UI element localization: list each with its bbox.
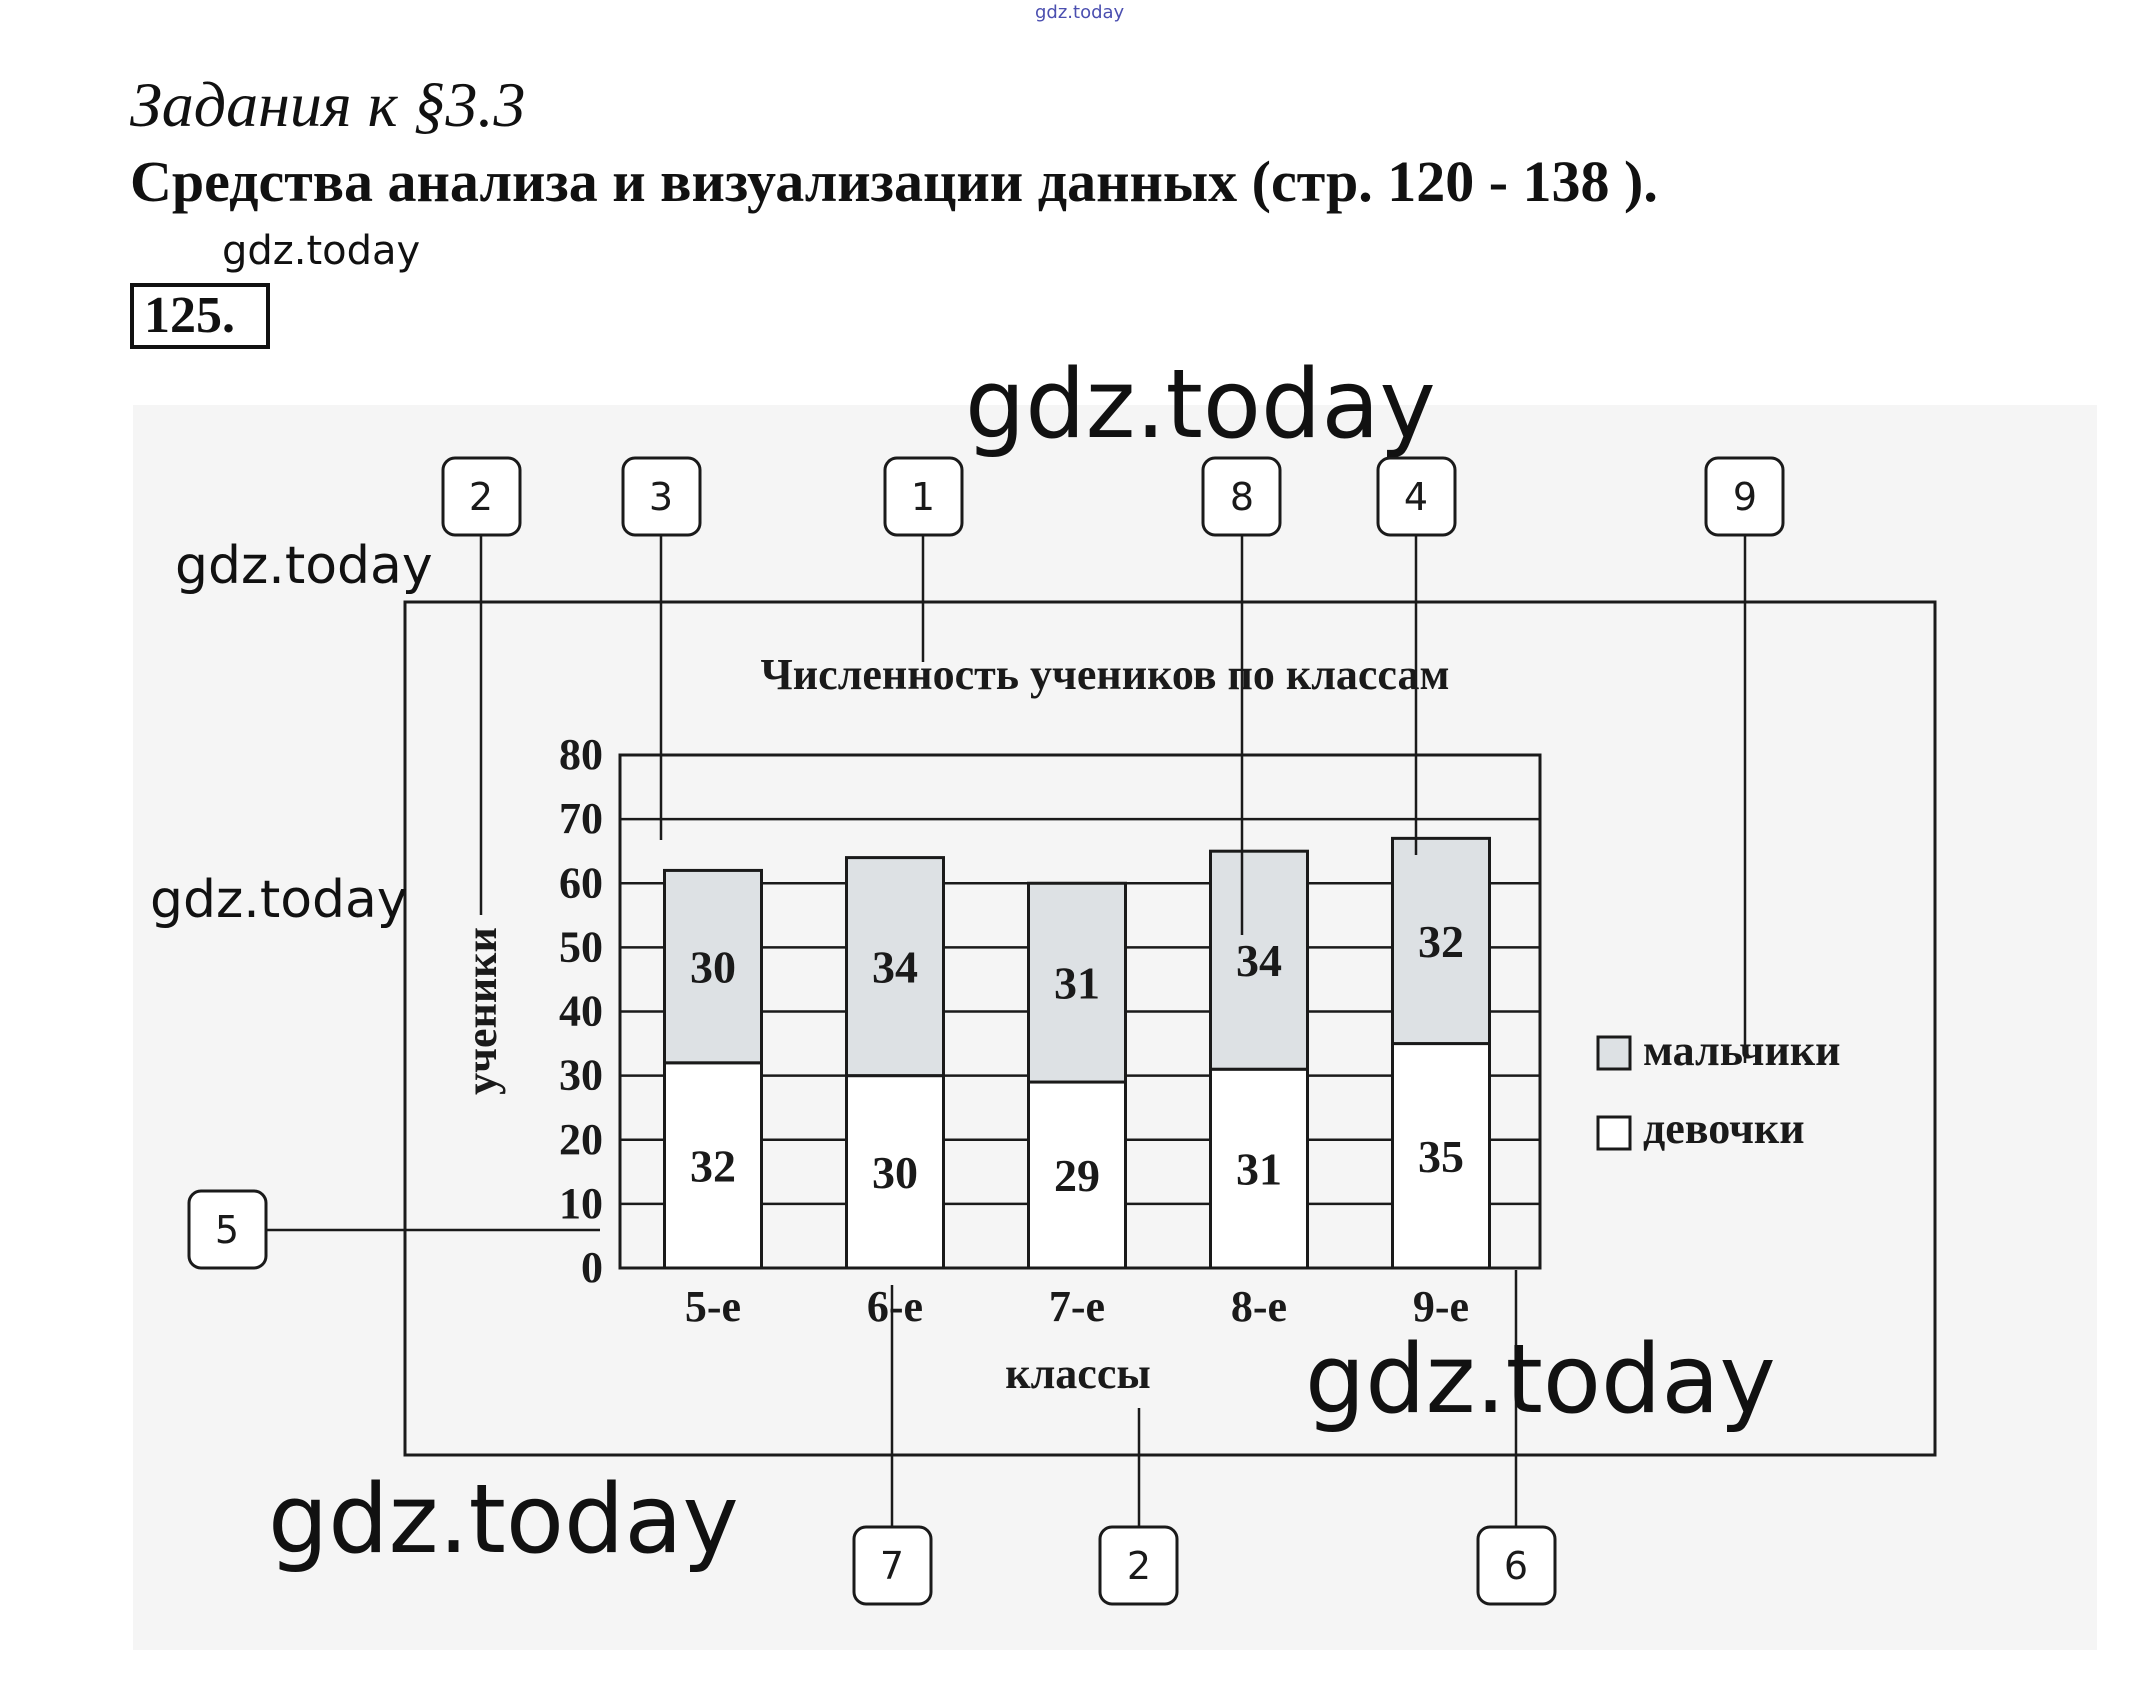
callout-label: 5 [214, 1208, 240, 1252]
x-tick-label: 5-е [684, 1282, 742, 1331]
y-tick-label: 60 [559, 858, 603, 908]
callout-7 [854, 1527, 931, 1604]
callout-1 [885, 458, 962, 535]
y-tick-label: 70 [559, 794, 603, 844]
legend-swatch-boys [1598, 1037, 1630, 1069]
callout-label: 2 [1126, 1544, 1152, 1588]
callout-label: 7 [879, 1544, 905, 1588]
watermark-large: gdz.today [268, 1465, 739, 1575]
y-tick-label: 0 [581, 1243, 603, 1292]
section-subheading: Средства анализа и визуализации данных (стр. 120 - 138 ). [130, 149, 1658, 214]
callout-label: 9 [1732, 475, 1758, 519]
callout-label: 6 [1503, 1544, 1529, 1588]
x-axis-label: классы [1005, 1349, 1151, 1398]
watermark-medium: gdz.today [150, 870, 408, 930]
callout-2-top [443, 458, 520, 535]
x-tick-label: 9-е [1412, 1282, 1470, 1331]
bar-value-label: 29 [1054, 1150, 1100, 1202]
callout-label: 4 [1403, 475, 1429, 519]
bar-value-label: 32 [1418, 915, 1464, 967]
watermark-small: gdz.today [222, 228, 421, 274]
x-tick-labels [685, 1282, 1469, 1331]
bar-value-label: 34 [1236, 935, 1282, 987]
callout-9 [1706, 458, 1783, 535]
chart-title: Численность учеников по классам [760, 650, 1450, 699]
bar-value-label: 31 [1236, 1143, 1282, 1195]
y-tick-labels [559, 730, 603, 1292]
y-tick-label: 20 [559, 1114, 603, 1164]
bar-value-label: 32 [690, 1140, 736, 1192]
watermark-large: gdz.today [1305, 1325, 1776, 1435]
callout-3 [623, 458, 700, 535]
callout-6 [1478, 1527, 1555, 1604]
bar-value-label: 30 [872, 1146, 918, 1198]
bar-value-label: 31 [1054, 957, 1100, 1009]
bar-value-label: 34 [872, 941, 918, 993]
y-tick-label: 80 [559, 730, 603, 779]
callout-4 [1378, 458, 1455, 535]
x-tick-label: 8-е [1230, 1282, 1288, 1331]
legend-label-girls: девочки [1643, 1104, 1805, 1153]
y-tick-label: 40 [559, 986, 603, 1036]
callout-5 [189, 1191, 266, 1268]
y-tick-label: 50 [559, 922, 603, 972]
legend-label-boys: мальчики [1643, 1026, 1841, 1075]
callout-8 [1203, 458, 1280, 535]
bar-value-label: 35 [1418, 1130, 1464, 1182]
y-axis-label: ученики [457, 927, 506, 1095]
task-number-box: 125. [130, 283, 270, 349]
callout-2-bottom [1100, 1527, 1177, 1604]
callout-label: 8 [1229, 475, 1255, 519]
watermark-medium: gdz.today [175, 536, 433, 596]
x-tick-label: 6-е [866, 1282, 924, 1331]
y-tick-label: 10 [559, 1178, 603, 1228]
callout-label: 2 [468, 475, 494, 519]
callout-label: 3 [648, 475, 674, 519]
watermark-top: gdz.today [1035, 2, 1125, 23]
bar-value-label: 30 [690, 941, 736, 993]
section-heading: Задания к §3.3 [130, 69, 526, 140]
x-tick-label: 7-е [1048, 1282, 1106, 1331]
callout-label: 1 [910, 475, 936, 519]
watermark-large: gdz.today [965, 350, 1436, 460]
legend-swatch-girls [1598, 1117, 1630, 1149]
y-tick-label: 30 [559, 1050, 603, 1100]
